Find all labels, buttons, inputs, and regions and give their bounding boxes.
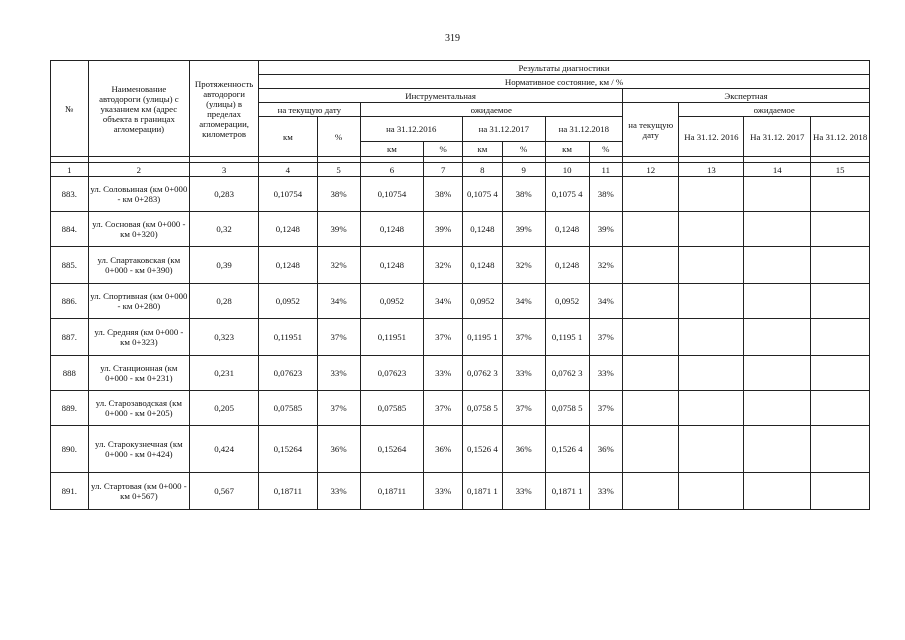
column-number: 9 (502, 163, 545, 177)
header-km-2017: км (463, 142, 503, 157)
header-expert: Экспертная (623, 89, 870, 103)
table-row (51, 247, 870, 284)
pct-2016: 37% (424, 391, 463, 426)
table-row (51, 391, 870, 426)
km-2018: 0,1526 4 (545, 426, 589, 473)
expert-2016 (679, 356, 744, 391)
road-name: ул. Стартовая (км 0+000 - км 0+567) (88, 473, 189, 510)
header-instrumental: Инструментальная (259, 89, 623, 103)
pct-2018: 33% (589, 356, 622, 391)
header-pct: % (317, 117, 360, 157)
column-number: 12 (623, 163, 679, 177)
pct-current: 34% (317, 284, 360, 319)
pct-current: 37% (317, 319, 360, 356)
expert-current (623, 212, 679, 247)
km-2017: 0,0758 5 (463, 391, 503, 426)
road-name: ул. Средняя (км 0+000 - км 0+323) (88, 319, 189, 356)
pct-2017: 32% (502, 247, 545, 284)
expert-current (623, 319, 679, 356)
km-2017: 0,0762 3 (463, 356, 503, 391)
pct-current: 38% (317, 177, 360, 212)
expert-current (623, 473, 679, 510)
header-normative: Нормативное состояние, км / % (259, 75, 870, 89)
header-current-date: на текущую дату (259, 103, 360, 117)
road-length: 0,323 (190, 319, 259, 356)
column-number: 13 (679, 163, 744, 177)
km-current: 0,10754 (259, 177, 318, 212)
km-2016: 0,1248 (360, 247, 424, 284)
pct-2018: 38% (589, 177, 622, 212)
pct-2018: 34% (589, 284, 622, 319)
km-2016: 0,15264 (360, 426, 424, 473)
column-number: 8 (463, 163, 503, 177)
expert-2016 (679, 391, 744, 426)
column-number: 6 (360, 163, 424, 177)
column-number: 11 (589, 163, 622, 177)
table-row (51, 319, 870, 356)
column-number: 15 (811, 163, 870, 177)
column-number: 10 (545, 163, 589, 177)
pct-2017: 38% (502, 177, 545, 212)
km-2018: 0,0758 5 (545, 391, 589, 426)
row-number: 891. (51, 473, 89, 510)
km-current: 0,11951 (259, 319, 318, 356)
column-number: 5 (317, 163, 360, 177)
column-number: 3 (190, 163, 259, 177)
column-number: 2 (88, 163, 189, 177)
km-2017: 0,1871 1 (463, 473, 503, 510)
pct-2018: 39% (589, 212, 622, 247)
km-2018: 0,1248 (545, 247, 589, 284)
header-expert-expected: ожидаемое (679, 103, 870, 117)
km-current: 0,1248 (259, 212, 318, 247)
page-number: 319 (445, 33, 460, 44)
pct-current: 37% (317, 391, 360, 426)
header-road-name: Наименование автодороги (улицы) с указанием км (адрес объекта в границах агломерации) (88, 61, 189, 157)
expert-2018 (811, 212, 870, 247)
km-2017: 0,1075 4 (463, 177, 503, 212)
column-number: 14 (744, 163, 811, 177)
km-current: 0,15264 (259, 426, 318, 473)
expert-2017 (744, 319, 811, 356)
pct-2016: 37% (424, 319, 463, 356)
header-expert-current-date: на текущую дату (623, 103, 679, 157)
expert-2018 (811, 391, 870, 426)
road-name: ул. Старозаводская (км 0+000 - км 0+205) (88, 391, 189, 426)
expert-2017 (744, 473, 811, 510)
km-2018: 0,1195 1 (545, 319, 589, 356)
table-body (51, 177, 870, 510)
road-name: ул. Сосновая (км 0+000 - км 0+320) (88, 212, 189, 247)
expert-2016 (679, 319, 744, 356)
pct-2017: 37% (502, 319, 545, 356)
diagnostics-table (50, 60, 870, 510)
expert-2018 (811, 356, 870, 391)
expert-2017 (744, 284, 811, 319)
road-length: 0,424 (190, 426, 259, 473)
expert-2016 (679, 473, 744, 510)
km-2018: 0,1871 1 (545, 473, 589, 510)
pct-current: 32% (317, 247, 360, 284)
km-current: 0,1248 (259, 247, 318, 284)
row-number: 885. (51, 247, 89, 284)
km-2017: 0,1248 (463, 212, 503, 247)
expert-2016 (679, 426, 744, 473)
expert-2018 (811, 426, 870, 473)
pct-current: 36% (317, 426, 360, 473)
expert-current (623, 426, 679, 473)
pct-2016: 38% (424, 177, 463, 212)
table-row (51, 212, 870, 247)
table-row (51, 177, 870, 212)
header-expert-2016: На 31.12. 2016 (679, 117, 744, 157)
column-number: 7 (424, 163, 463, 177)
expert-2017 (744, 426, 811, 473)
header-km: км (259, 117, 318, 157)
km-2016: 0,0952 (360, 284, 424, 319)
pct-current: 33% (317, 473, 360, 510)
expert-current (623, 284, 679, 319)
row-number: 888 (51, 356, 89, 391)
road-length: 0,28 (190, 284, 259, 319)
pct-2018: 37% (589, 319, 622, 356)
row-number: 890. (51, 426, 89, 473)
km-2018: 0,1075 4 (545, 177, 589, 212)
header-results: Результаты диагностики (259, 61, 870, 75)
km-2018: 0,0762 3 (545, 356, 589, 391)
road-name: ул. Соловьиная (км 0+000 - км 0+283) (88, 177, 189, 212)
header-no: № (51, 61, 89, 157)
road-length: 0,231 (190, 356, 259, 391)
road-length: 0,39 (190, 247, 259, 284)
km-2016: 0,07585 (360, 391, 424, 426)
column-number: 4 (259, 163, 318, 177)
road-name: ул. Спартаковская (км 0+000 - км 0+390) (88, 247, 189, 284)
pct-current: 39% (317, 212, 360, 247)
row-number: 883. (51, 177, 89, 212)
km-2017: 0,1195 1 (463, 319, 503, 356)
pct-2017: 33% (502, 356, 545, 391)
header-date-2017: на 31.12.2017 (463, 117, 546, 142)
header-expert-2017: На 31.12. 2017 (744, 117, 811, 157)
expert-current (623, 247, 679, 284)
pct-2017: 33% (502, 473, 545, 510)
pct-2016: 33% (424, 356, 463, 391)
road-name: ул. Станционная (км 0+000 - км 0+231) (88, 356, 189, 391)
row-number: 884. (51, 212, 89, 247)
km-current: 0,07585 (259, 391, 318, 426)
header-expected: ожидаемое (360, 103, 622, 117)
pct-2016: 33% (424, 473, 463, 510)
header-pct-2018: % (589, 142, 622, 157)
km-2017: 0,1526 4 (463, 426, 503, 473)
pct-current: 33% (317, 356, 360, 391)
expert-2017 (744, 212, 811, 247)
header-km-2016: км (360, 142, 424, 157)
expert-2016 (679, 212, 744, 247)
road-length: 0,283 (190, 177, 259, 212)
expert-2018 (811, 247, 870, 284)
km-current: 0,0952 (259, 284, 318, 319)
expert-current (623, 177, 679, 212)
table-row (51, 426, 870, 473)
pct-2016: 36% (424, 426, 463, 473)
road-length: 0,32 (190, 212, 259, 247)
km-2016: 0,18711 (360, 473, 424, 510)
expert-2017 (744, 247, 811, 284)
pct-2017: 39% (502, 212, 545, 247)
pct-2016: 34% (424, 284, 463, 319)
km-current: 0,07623 (259, 356, 318, 391)
expert-current (623, 391, 679, 426)
table-row (51, 473, 870, 510)
road-length: 0,205 (190, 391, 259, 426)
header-date-2018: на 31.12.2018 (545, 117, 622, 142)
expert-2016 (679, 247, 744, 284)
expert-2018 (811, 473, 870, 510)
km-2016: 0,1248 (360, 212, 424, 247)
road-name: ул. Спортивная (км 0+000 - км 0+280) (88, 284, 189, 319)
pct-2017: 34% (502, 284, 545, 319)
table-row (51, 284, 870, 319)
row-number: 887. (51, 319, 89, 356)
km-current: 0,18711 (259, 473, 318, 510)
pct-2017: 36% (502, 426, 545, 473)
km-2016: 0,11951 (360, 319, 424, 356)
pct-2016: 39% (424, 212, 463, 247)
pct-2016: 32% (424, 247, 463, 284)
expert-2016 (679, 284, 744, 319)
expert-2016 (679, 177, 744, 212)
km-2018: 0,0952 (545, 284, 589, 319)
km-2017: 0,1248 (463, 247, 503, 284)
row-number: 886. (51, 284, 89, 319)
pct-2018: 36% (589, 426, 622, 473)
header-length: Протяженность автодороги (улицы) в пределах агломерации, километров (190, 61, 259, 157)
expert-2018 (811, 284, 870, 319)
header-pct-2017: % (502, 142, 545, 157)
row-number: 889. (51, 391, 89, 426)
pct-2018: 32% (589, 247, 622, 284)
expert-2017 (744, 177, 811, 212)
column-number: 1 (51, 163, 89, 177)
km-2016: 0,10754 (360, 177, 424, 212)
pct-2018: 33% (589, 473, 622, 510)
expert-2018 (811, 319, 870, 356)
expert-2017 (744, 391, 811, 426)
pct-2018: 37% (589, 391, 622, 426)
table-row (51, 356, 870, 391)
header-pct-2016: % (424, 142, 463, 157)
pct-2017: 37% (502, 391, 545, 426)
header-expert-2018: На 31.12. 2018 (811, 117, 870, 157)
expert-2017 (744, 356, 811, 391)
km-2018: 0,1248 (545, 212, 589, 247)
road-length: 0,567 (190, 473, 259, 510)
km-2017: 0,0952 (463, 284, 503, 319)
header-km-2018: км (545, 142, 589, 157)
road-name: ул. Старокузнечная (км 0+000 - км 0+424) (88, 426, 189, 473)
km-2016: 0,07623 (360, 356, 424, 391)
header-date-2016: на 31.12.2016 (360, 117, 462, 142)
expert-2018 (811, 177, 870, 212)
expert-current (623, 356, 679, 391)
